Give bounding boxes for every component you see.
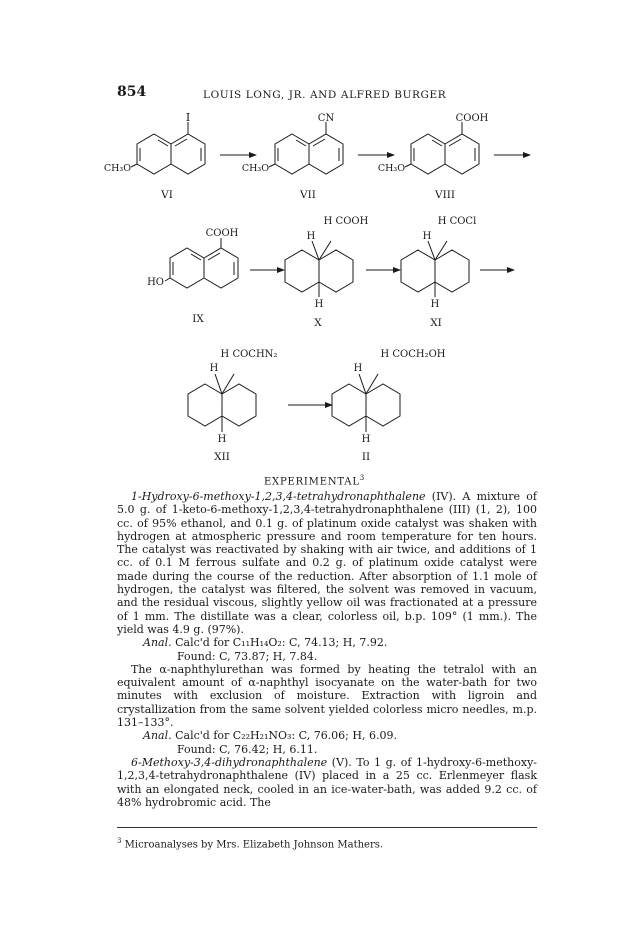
compound-title-IV: 1-Hydroxy-6-methoxy-1,2,3,4-tetrahydronaphthalene [131, 490, 426, 503]
structure-II [332, 374, 400, 432]
X-h-bottom: H [314, 299, 324, 310]
compound-title-V: 6-Methoxy-3,4-dihydronaphthalene [131, 755, 328, 769]
paragraph-dihydronaphthalene-text: To 1 g. of 1-hydroxy-6-methoxy-1,2,3,4-tetrahydronaphthalene (IV) placed in a 25 cc. Erlenmeyer flask with an elongated neck, cooled in an ice-water-bath, was added 9.2 cc. of 48% hydrobromic acid. The [117, 755, 537, 809]
found-2: Found: C, 76.42; H, 6.11. [177, 742, 318, 756]
VII-substituent: CN [317, 113, 335, 124]
footnote [117, 837, 537, 850]
footnote-rule [117, 827, 537, 828]
anal-calc-1: Calc'd for C₁₁H₁₄O₂: C, 74.13; H, 7.92. [171, 636, 388, 650]
experimental-heading [0, 474, 629, 487]
anal-label-1: Anal. [143, 636, 172, 650]
experimental-footnote-mark: 3 [359, 474, 366, 482]
VIII-label: VIII [434, 189, 456, 201]
structure-VII [269, 122, 343, 174]
XI-h-bottom: H [430, 299, 440, 310]
compound-ref-V: (V). [327, 755, 352, 769]
experimental-heading-text: EXPERIMENTAL [263, 476, 360, 488]
VI-substituent: I [185, 111, 191, 124]
structure-XI [401, 241, 469, 297]
VIII-methoxy: CH₃O [377, 163, 405, 174]
VIII-substituent: COOH [455, 113, 489, 124]
X-substituent: H COOH [323, 216, 369, 227]
XII-label: XII [214, 451, 230, 463]
XI-substituent: H COCl [437, 216, 477, 227]
structure-X [285, 241, 353, 297]
XI-label: XI [430, 317, 442, 329]
VII-methoxy: CH₃O [241, 163, 269, 174]
XII-h-bottom: H [217, 434, 227, 445]
paragraph-tetralol [117, 490, 537, 636]
IX-substituent: COOH [205, 228, 239, 239]
II-h-bottom: H [361, 434, 371, 445]
paragraph-dihydronaphthalene [117, 756, 537, 809]
footnote-text: Microanalyses by Mrs. Elizabeth Johnson Mathers. [121, 839, 384, 851]
structure-VI [131, 122, 205, 174]
structure-VIII [405, 122, 479, 174]
page-number: 854 [117, 84, 147, 100]
X-label: X [314, 317, 322, 329]
structure-XII [188, 374, 256, 432]
VII-label: VII [300, 189, 316, 201]
VI-methoxy: CH₃O [103, 163, 131, 174]
XI-h-top: H [422, 231, 432, 242]
X-h-top: H [306, 231, 316, 242]
II-substituent: H COCH₂OH [380, 349, 446, 360]
II-h-top: H [353, 363, 363, 374]
analysis-2 [117, 729, 537, 742]
paragraph-urethan: The α-naphthylurethan was formed by heating the tetralol with an equivalent amount of α-naphthyl isocyanate on the water-bath for two minutes with exclusion of moisture. Extraction with ligroin and crystallization from the same solvent yielded colorless micro needles, m.p. 131–133°. [117, 662, 537, 730]
found-1: Found: C, 73.87; H, 7.84. [177, 649, 318, 663]
anal-label-2: Anal. [143, 729, 172, 743]
compound-ref-IV: (IV). [425, 490, 457, 503]
VI-label: VI [161, 189, 173, 201]
analysis-1 [117, 636, 537, 649]
II-label: II [361, 451, 371, 463]
paragraph-tetralol-text: A mixture of 5.0 g. of 1-keto-6-methoxy-1,2,3,4-tetrahydronaphthalene (III) (1, 2), 100 cc. of 95% ethanol, and 0.1 g. of platinum oxide catalyst was shaken with hydrogen at atmospheric pressure and room temperature for ten hours. The catalyst was reactivated by shaking with air twice, and additions of 1 cc. of 0.1 M ferrous sulfate and 0.2 g. of platinum oxide catalyst were made during the course of the reduction. After absorption of 1.1 mole of hydrogen, the catalyst was filtered, the solvent was removed in vacuum, and the residual viscous, slightly yellow oil was fractionated at a pressure of 1 mm. The distillate was a clear, colorless oil, b.p. 109° (1 mm.). The yield was 4.9 g. (97%). [117, 490, 537, 636]
XII-substituent: H COCHN₂ [220, 349, 278, 360]
IX-label: IX [192, 313, 204, 325]
anal-calc-2: Calc'd for C₂₂H₂₁NO₃: C, 76.06; H, 6.09. [171, 729, 397, 743]
footnote-mark: 3 [117, 837, 122, 845]
XII-h-top: H [209, 363, 219, 374]
structure-IX [165, 238, 238, 288]
experimental-body [117, 490, 537, 809]
running-title: LOUIS LONG, JR. AND ALFRED BURGER [203, 89, 447, 101]
IX-hydroxy: HO [147, 277, 164, 288]
